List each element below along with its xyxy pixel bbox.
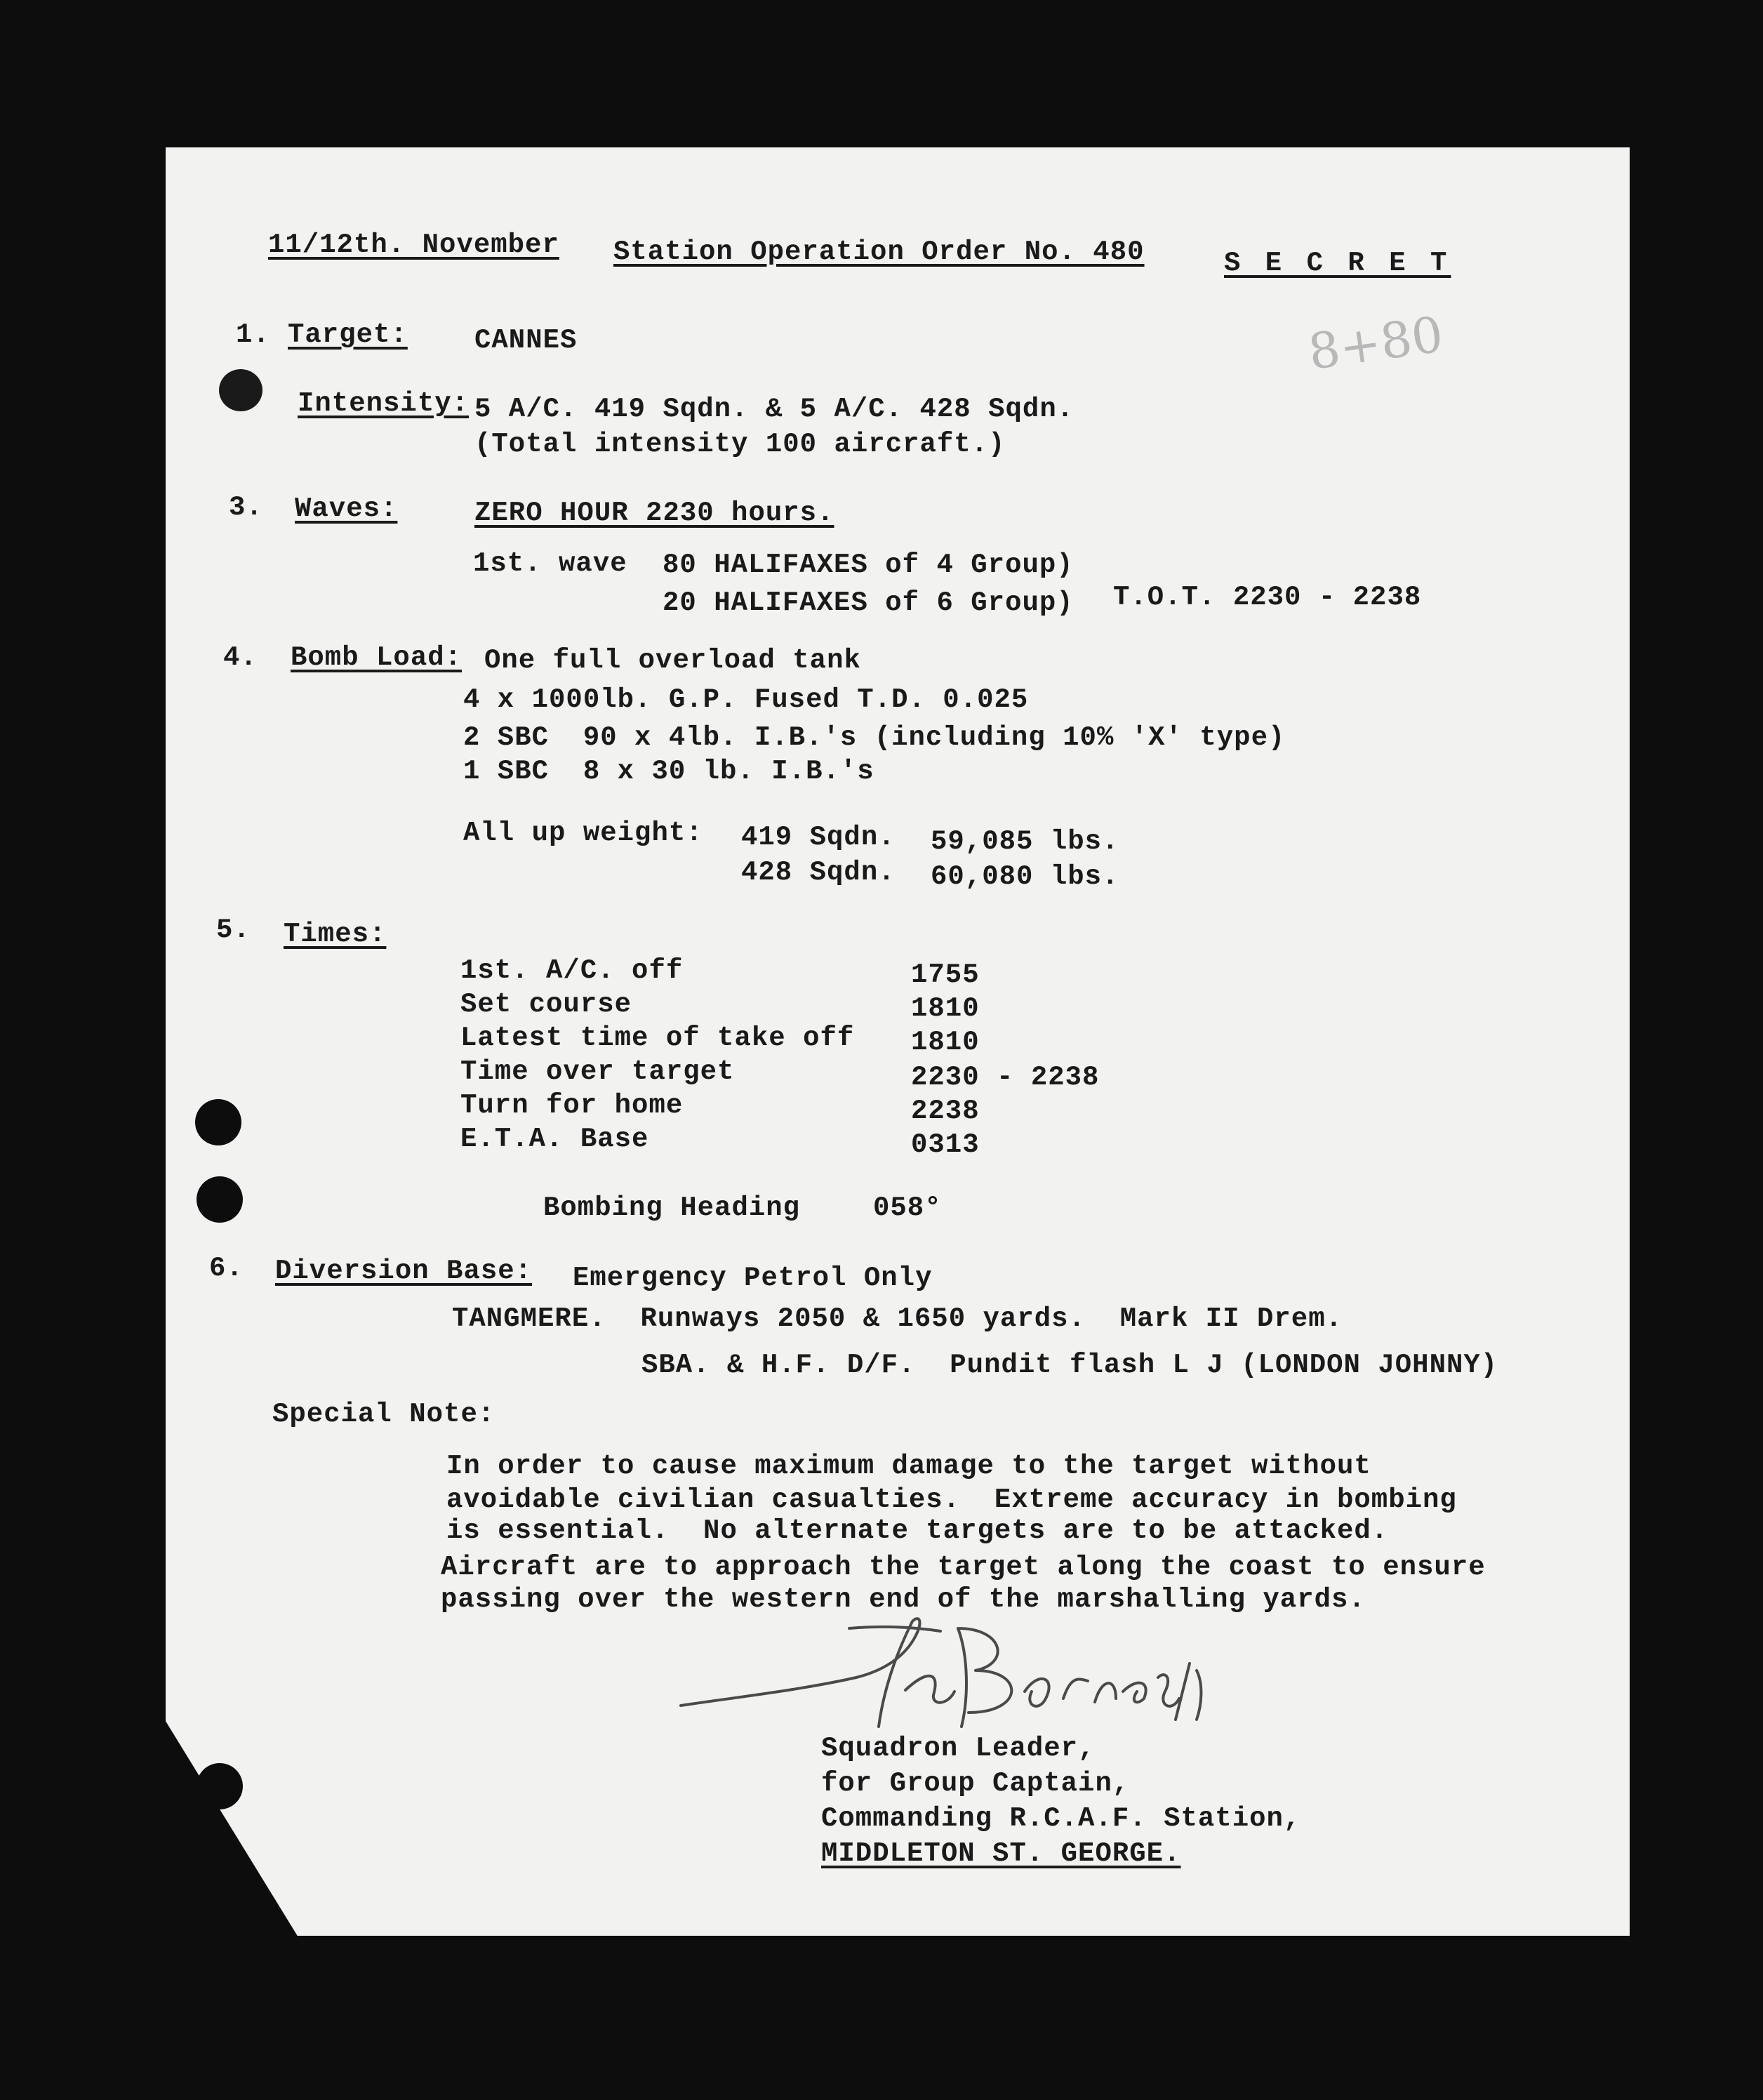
time-label: E.T.A. Base [460,1124,649,1155]
order-title: Station Operation Order No. 480 [613,237,1145,267]
classification-mark: S E C R E T [1224,248,1451,279]
time-label: Turn for home [460,1090,684,1121]
intensity-heading: Intensity: [298,388,470,419]
wave-label: 1st. wave [473,548,627,579]
times-heading: Times: [284,919,387,950]
zero-hour: ZERO HOUR 2230 hours. [474,498,834,529]
time-value: 2238 [911,1096,980,1127]
time-value: 1810 [911,993,980,1024]
diversion-heading: Diversion Base: [275,1256,533,1287]
punch-hole [195,1099,241,1145]
bomb-load-heading: Bomb Load: [291,642,463,673]
all-up-weight-label: All up weight: [463,818,703,849]
punch-hole [197,1763,243,1809]
special-note-heading: Special Note: [272,1399,495,1430]
special-note-line: Aircraft are to approach the target along the coast to ensure [441,1552,1486,1583]
pencil-annotation: 8+80 [1305,305,1447,381]
punch-hole [188,1832,234,1878]
time-label: Latest time of take off [460,1023,855,1054]
special-note-line: In order to cause maximum damage to the target without [446,1451,1371,1482]
signatory-title: Commanding R.C.A.F. Station, [821,1803,1301,1834]
time-label: Time over target [460,1056,735,1087]
bombing-heading-label: Bombing Heading [543,1192,801,1223]
auw-squadron: 428 Sqdn. [741,857,896,888]
target-heading: Target: [288,319,408,350]
wave-line: 20 HALIFAXES of 6 Group) [663,587,1074,618]
time-value: 1810 [911,1027,980,1058]
auw-weight: 59,085 lbs. [931,826,1119,857]
target-value: CANNES [474,325,578,356]
diversion-line: TANGMERE. Runways 2050 & 1650 yards. Mark II Drem. [452,1303,1343,1334]
time-value: 2230 - 2238 [911,1062,1100,1093]
bomb-load-line: 2 SBC 90 x 4lb. I.B.'s (including 10% 'X' type) [463,722,1286,753]
special-note-line: passing over the western end of the marshalling yards. [441,1584,1366,1615]
time-value: 1755 [911,959,980,990]
station-name: MIDDLETON ST. GEORGE. [821,1838,1181,1869]
special-note-line: is essential. No alternate targets are to be attacked. [446,1515,1389,1546]
time-on-target: T.O.T. 2230 - 2238 [1113,582,1422,613]
special-note-line: avoidable civilian casualties. Extreme accuracy in bombing [446,1484,1457,1515]
signatory-title: Squadron Leader, [821,1733,1096,1764]
bomb-load-line: 4 x 1000lb. G.P. Fused T.D. 0.025 [463,684,1029,715]
punch-hole [197,1176,243,1223]
bombing-heading-value: 058° [873,1192,942,1223]
intensity-total: (Total intensity 100 aircraft.) [474,429,1006,460]
bomb-load-line: One full overload tank [484,645,861,676]
auw-squadron: 419 Sqdn. [741,822,896,853]
section-number: 1. [236,319,270,350]
document-date: 11/12th. November [268,230,559,260]
time-value: 0313 [911,1129,980,1160]
section-number: 4. [223,642,258,673]
time-label: 1st. A/C. off [460,955,684,986]
time-label: Set course [460,989,632,1020]
bomb-load-line: 1 SBC 8 x 30 lb. I.B.'s [463,756,874,787]
intensity-line: 5 A/C. 419 Sqdn. & 5 A/C. 428 Sqdn. [474,394,1075,425]
wave-line: 80 HALIFAXES of 4 Group) [663,550,1074,580]
section-number: 5. [216,915,251,945]
waves-heading: Waves: [295,493,398,524]
auw-weight: 60,080 lbs. [931,861,1119,892]
section-number: 6. [209,1253,244,1284]
signatory-title: for Group Captain, [821,1768,1130,1799]
diversion-line: SBA. & H.F. D/F. Pundit flash L J (LONDON JOHNNY) [641,1350,1498,1381]
handwritten-signature [674,1600,1207,1741]
section-number: 3. [229,492,263,523]
ink-blot [219,369,262,411]
diversion-text: Emergency Petrol Only [573,1263,933,1294]
